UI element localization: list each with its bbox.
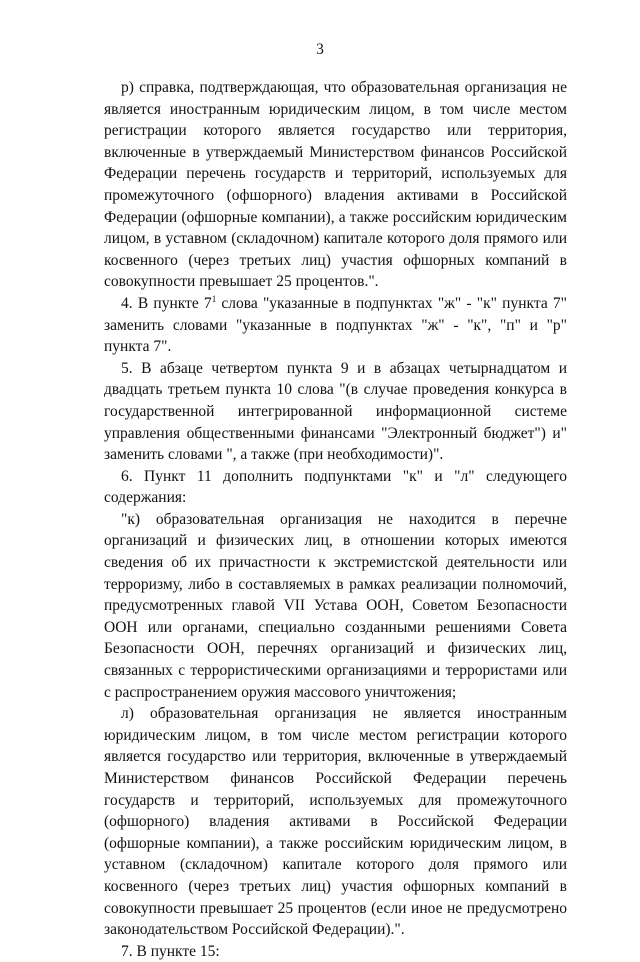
paragraph-item-4-rest: слова "указанные в подпунктах "ж" - "к" пункта 7" заменить словами "указанные в подпунктах "ж" - "к", "п" и "р" пункта 7". bbox=[104, 294, 567, 356]
document-body bbox=[104, 77, 567, 962]
paragraph-item-7: 7. В пункте 15: bbox=[121, 942, 220, 960]
paragraph-item-4-start: 4. В пункте 7 bbox=[121, 294, 212, 312]
superscript-1: 1 bbox=[211, 293, 217, 304]
paragraph-subpoint-r: р) справка, подтверждающая, что образовательная организация не является иностранным юридическим лицом, в том числе местом регистрации которого является государство или территория, включенные в утверждаемый Министерством финансов Российской Федерации перечень государств и территорий, используемых для промежуточного (офшорного) владения активами в Российской Федерации (офшорные компании), а также российским юридическим лицом, в уставном (складочном) капитале которого доля прямого или косвенного (через третьих лиц) участия офшорных компаний в совокупности превышает 25 процентов.". bbox=[104, 79, 567, 291]
paragraph-item-4 bbox=[104, 293, 567, 358]
paragraph-subpoint-k: "к) образовательная организация не находится в перечне организаций и физических лиц, в отношении которых имеются сведения об их причастности к экстремистской деятельности или терроризму, либо в составляемых в рамках реализации полномочий, предусмотренных главой VII Устава ООН, Советом Безопасности ООН или органами, специально созданными решениями Совета Безопасности ООН, перечнях организаций и физических лиц, связанных с террористическими организациями и террористами или с распространением оружия массового уничтожения; bbox=[104, 510, 567, 701]
paragraph-subpoint-l: л) образовательная организация не является иностранным юридическим лицом, в том числе местом регистрации которого является государство или территория, включенные в утверждаемый Министерством финансов Российской Федерации перечень государств и территорий, используемых для промежуточного (офшорного) владения активами в Российской Федерации (офшорные компании), а также российским юридическим лицом, в уставном (складочном) капитале которого доля прямого или косвенного (через третьих лиц) участия офшорных компаний в совокупности превышает 25 процентов (если иное не предусмотрено законодательством Российской Федерации).". bbox=[104, 705, 567, 939]
paragraph-item-5: 5. В абзаце четвертом пункта 9 и в абзацах четырнадцатом и двадцать третьем пункта 10 слова "(в случае проведения конкурса в государственной интегрированной информационной системе управления общественными финансами "Электронный бюджет") и" заменить словами ", а также (при необходимости)". bbox=[104, 359, 567, 464]
page-number: 3 bbox=[316, 41, 324, 58]
paragraph-item-6: 6. Пункт 11 дополнить подпунктами "к" и "л" следующего содержания: bbox=[104, 467, 567, 507]
